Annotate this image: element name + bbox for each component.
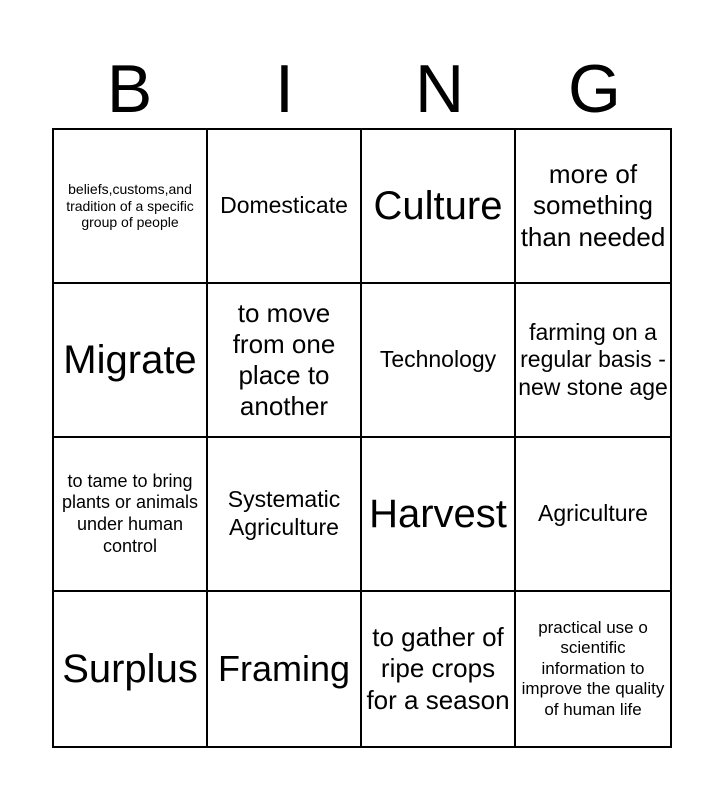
bingo-cell-r4c4	[516, 592, 670, 746]
bingo-cell-r3c1	[54, 438, 208, 592]
bingo-cell-r2c3	[362, 284, 516, 438]
cell-text: to move from one place to another	[232, 297, 336, 422]
cell-text: Agriculture	[538, 500, 648, 527]
cell-text: Surplus	[62, 647, 198, 691]
bingo-cell-r1c4	[516, 130, 670, 284]
header-letter-i: I	[275, 51, 294, 127]
cell-text: practical use o scientific information to improve the quality of human life	[521, 618, 665, 719]
bingo-cell-r2c4	[516, 284, 670, 438]
cell-text: to tame to bring plants or animals under human control	[61, 470, 199, 556]
bingo-cell-r2c2	[208, 284, 362, 438]
cell-text: Harvest	[369, 492, 507, 536]
bingo-cell-r1c3	[362, 130, 516, 284]
bingo-cell-r4c2	[208, 592, 362, 746]
cell-text: to gather of ripe crops for a season	[366, 622, 510, 715]
cell-text: beliefs,customs,and tradition of a specific group of people	[66, 180, 194, 231]
header-letter-g: G	[568, 51, 621, 127]
bingo-cell-r1c2	[208, 130, 362, 284]
bingo-cell-r4c1	[54, 592, 208, 746]
cell-text: Systematic Agriculture	[227, 486, 341, 540]
bingo-cell-r3c4	[516, 438, 670, 592]
cell-text: Framing	[217, 648, 351, 690]
bingo-cell-r3c2	[208, 438, 362, 592]
bingo-cell-r4c3	[362, 592, 516, 746]
bingo-board	[52, 128, 672, 748]
cell-text: Domesticate	[220, 192, 348, 219]
bingo-cell-r2c1	[54, 284, 208, 438]
bingo-cell-r3c3	[362, 438, 516, 592]
bingo-cell-r1c1	[54, 130, 208, 284]
cell-text: more of something than needed	[520, 159, 666, 252]
cell-text: farming on a regular basis - new stone age	[518, 318, 668, 400]
cell-text: Migrate	[63, 338, 197, 382]
header-letter-b: B	[106, 51, 153, 127]
header-letter-n: N	[414, 51, 465, 127]
cell-text: Technology	[379, 346, 497, 373]
cell-text: Culture	[373, 184, 503, 228]
bingo-header	[52, 50, 672, 128]
